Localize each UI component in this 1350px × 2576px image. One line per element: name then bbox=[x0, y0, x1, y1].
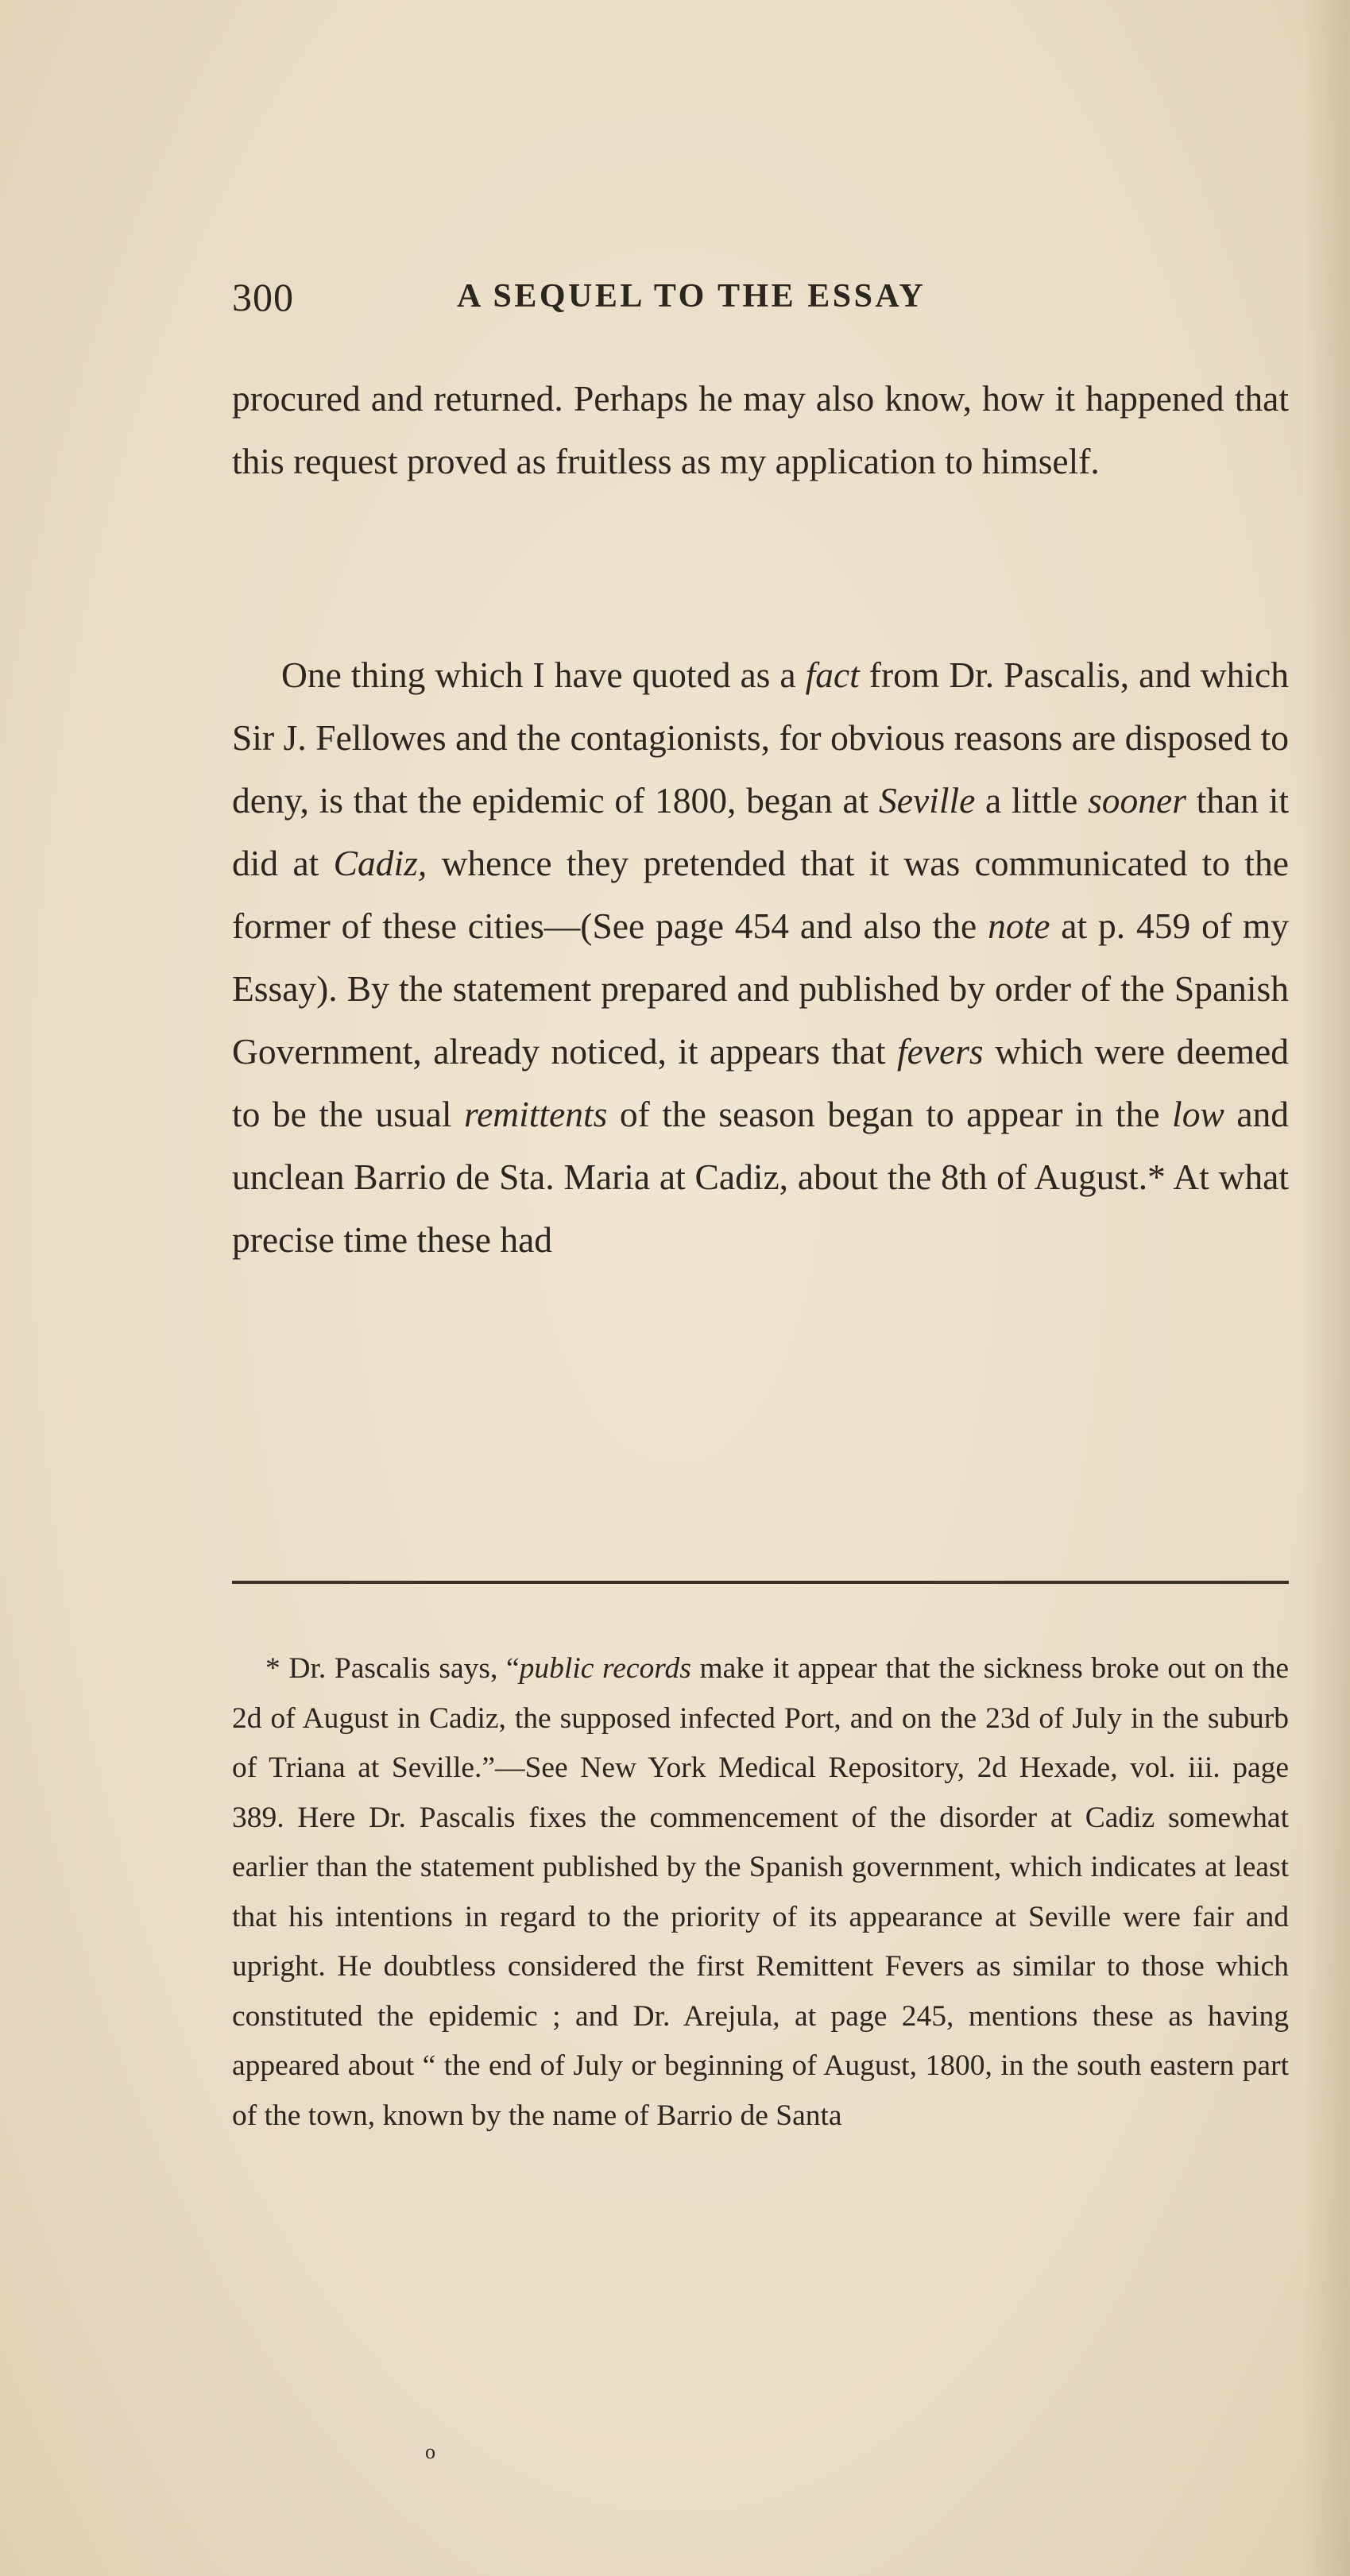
signature-mark: o bbox=[425, 2440, 435, 2463]
text-run: than it did at bbox=[232, 780, 1289, 883]
paragraph-2 bbox=[232, 643, 1289, 1271]
running-title: A SEQUEL TO THE ESSAY bbox=[457, 278, 926, 315]
text-run: whence they pretended that it was communicated to the former of these cities—(See page 454 and also the bbox=[232, 843, 1289, 946]
paragraph-continued bbox=[232, 367, 1289, 492]
italic-seville: Seville bbox=[879, 780, 976, 821]
italic-fevers: fevers bbox=[897, 1031, 984, 1072]
italic-public-records: public records bbox=[519, 1652, 691, 1685]
page-number: 300 bbox=[232, 275, 294, 319]
italic-sooner: sooner bbox=[1088, 780, 1186, 821]
footnote-text bbox=[232, 1644, 1289, 2141]
text-run: at p. 459 of my Essay). By the statement prepared and published by order of the Spanish Government, already noticed, it appears that bbox=[232, 906, 1289, 1072]
italic-fact: fact bbox=[805, 655, 860, 695]
footnote-separator-rule bbox=[232, 1581, 1289, 1584]
text-run: from Dr. Pascalis, and which Sir J. Fellowes and the contagionists, for obvious reasons are disposed to deny, is that the epidemic of 1800, began at bbox=[232, 655, 1289, 821]
italic-low: low bbox=[1172, 1094, 1224, 1134]
italic-cadiz: Cadiz, bbox=[333, 843, 427, 883]
text-run: and unclean Barrio de Sta. Maria at Cadiz, about the 8th of August.* At what precise time these had bbox=[232, 1094, 1290, 1260]
italic-note: note bbox=[988, 906, 1050, 946]
paragraph-2-text bbox=[232, 643, 1289, 1271]
paragraph-1-text: procured and returned. Perhaps he may also know, how it happened that this request proved as fruitless as my application to himself. bbox=[232, 378, 1289, 481]
text-run: which were deemed to be the usual bbox=[232, 1031, 1289, 1134]
page-edge-shadow bbox=[1302, 0, 1350, 2576]
text-run: make it appear that the sickness broke out on the 2d of August in Cadiz, the supposed infected Port, and on the 23d of July in the suburb of Triana at Seville.”—See New York Medical Repository, 2d Hexade, vol. iii. page 389. Here Dr. Pascalis fixes the commencement of the disorder at Cadiz somewhat earlier than the statement published by the Spanish government, which indicates at least that his intentions in regard to the priority of its appearance at Seville were fair and upright. He doubtless considered the first Remittent Fevers as similar to those which constituted the epidemic ; and Dr. Arejula, at page 245, mentions these as having appeared about “ the end of July or beginning of August, 1800, in the south eastern part of the town, known by the name of Barrio de Santa bbox=[232, 1652, 1289, 2132]
text-run: of the season began to appear in the bbox=[607, 1094, 1173, 1134]
footnote bbox=[232, 1644, 1289, 2141]
text-run: a little bbox=[975, 780, 1089, 821]
text-run: One thing which I have quoted as a bbox=[281, 655, 806, 695]
italic-remittents: remittents bbox=[464, 1094, 608, 1134]
text-run: * Dr. Pascalis says, “ bbox=[265, 1652, 520, 1685]
page-header bbox=[232, 274, 1289, 330]
